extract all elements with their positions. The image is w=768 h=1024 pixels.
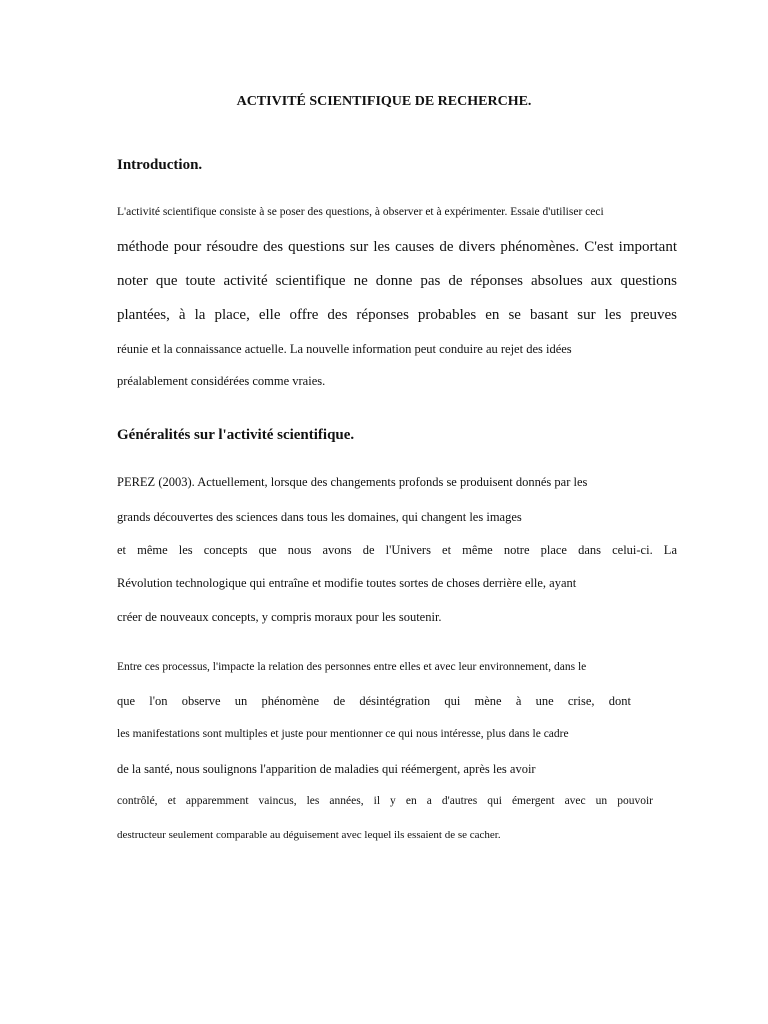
document-title: ACTIVITÉ SCIENTIFIQUE DE RECHERCHE. (236, 94, 532, 109)
paragraph-line: contrôlé, et apparemment vaincus, les années, il y en a d'autres qui émergent avec un pouvoir (117, 795, 653, 807)
paragraph-line: Révolution technologique qui entraîne et modifie toutes sortes de choses derrière elle, ayant (117, 576, 577, 590)
paragraph-line: destructeur seulement comparable au déguisement avec lequel ils essaient de se cacher. (117, 829, 501, 841)
paragraph-line: L'activité scientifique consiste à se poser des questions, à observer et à expérimenter. Essaie d'utiliser ceci (117, 206, 604, 218)
section-heading-introduction: Introduction. (117, 157, 203, 173)
paragraph-line: créer de nouveaux concepts, y compris moraux pour les soutenir. (117, 610, 442, 624)
paragraph-line: et même les concepts que nous avons de l'Univers et même notre place dans celui-ci. La (117, 543, 677, 557)
paragraph-line: les manifestations sont multiples et juste pour mentionner ce qui nous intéresse, plus dans le cadre (117, 728, 569, 740)
paragraph-line: noter que toute activité scientifique ne donne pas de réponses absolues aux questions (117, 273, 677, 289)
paragraph-line: préalablement considérées comme vraies. (117, 374, 326, 388)
paragraph-line: grands découvertes des sciences dans tous les domaines, qui changent les images (117, 510, 522, 524)
paragraph-line: plantées, à la place, elle offre des réponses probables en se basant sur les preuves (117, 307, 677, 323)
section-heading-generalites: Généralités sur l'activité scientifique. (117, 427, 355, 443)
paragraph-line: Entre ces processus, l'impacte la relation des personnes entre elles et avec leur environnement, dans le (117, 661, 587, 673)
paragraph-line: méthode pour résoudre des questions sur les causes de divers phénomènes. C'est important (117, 239, 677, 255)
paragraph-line: réunie et la connaissance actuelle. La nouvelle information peut conduire au rejet des idées (117, 342, 572, 356)
paragraph-line: PEREZ (2003). Actuellement, lorsque des changements profonds se produisent donnés par les (117, 475, 588, 489)
paragraph-line: que l'on observe un phénomène de désintégration qui mène à une crise, dont (117, 694, 631, 708)
paragraph-line: de la santé, nous soulignons l'apparition de maladies qui réémergent, après les avoir (117, 762, 536, 776)
